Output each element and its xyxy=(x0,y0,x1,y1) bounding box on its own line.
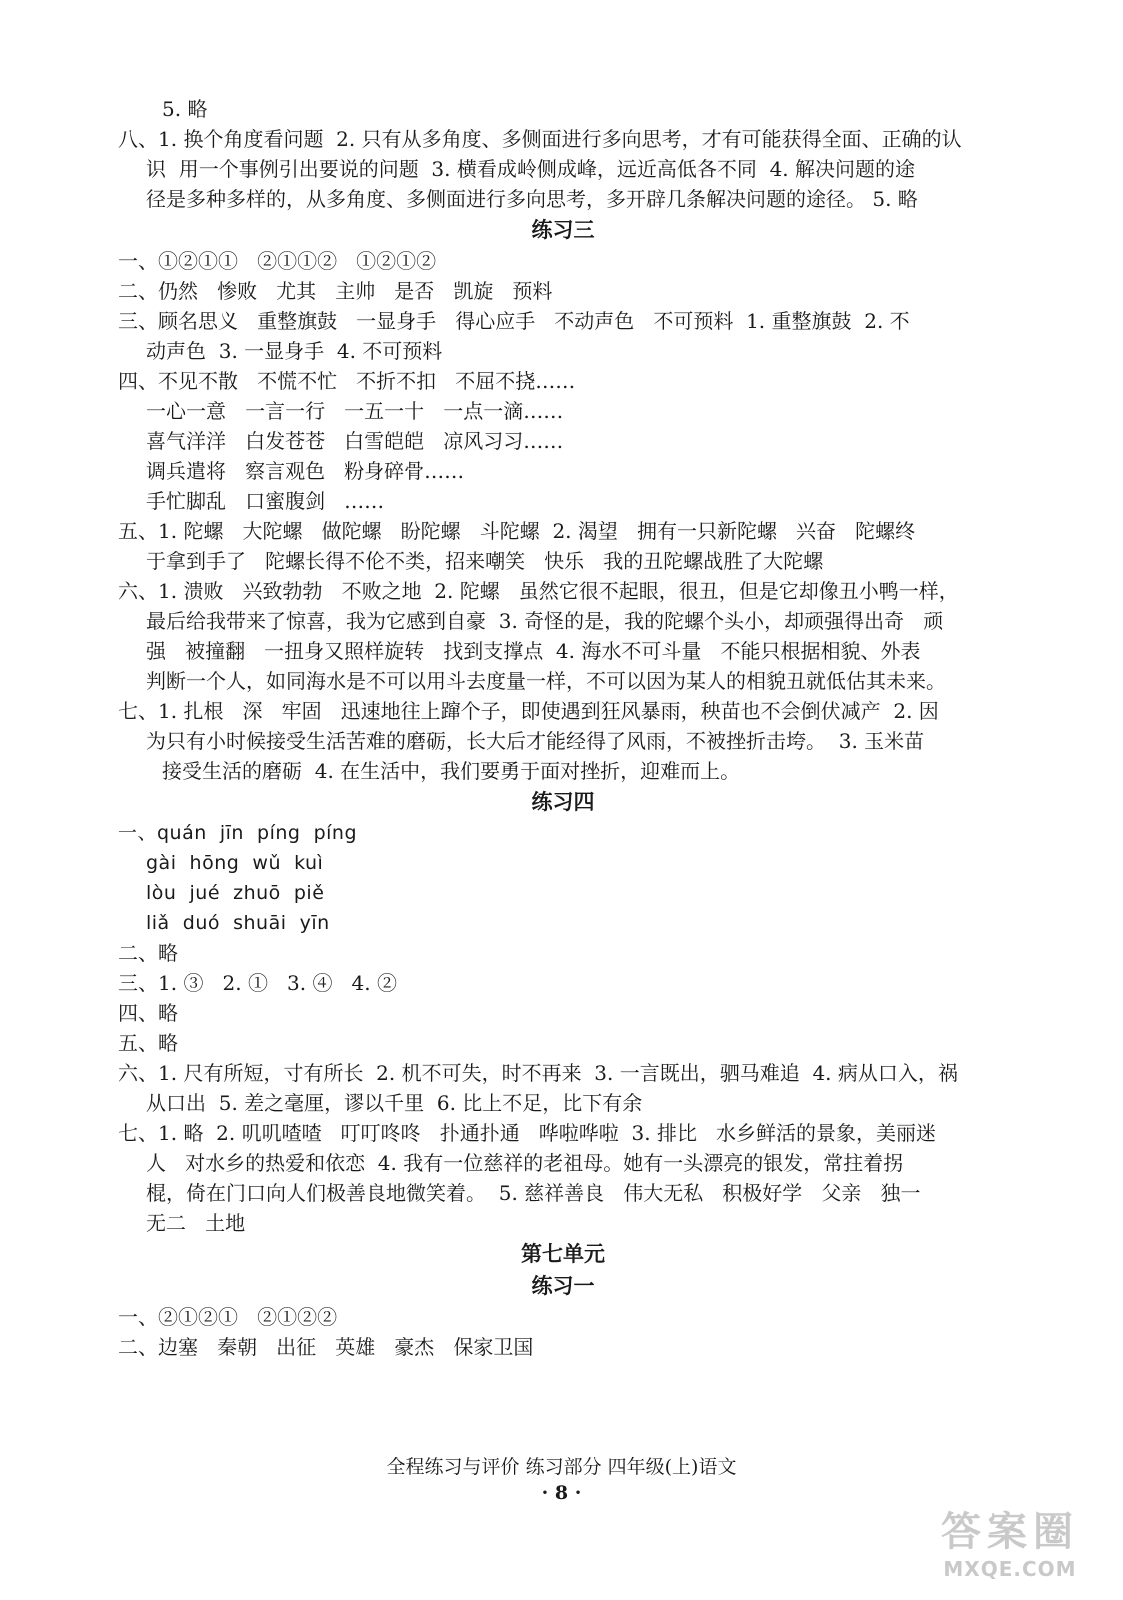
answer-line: 无二 土地 xyxy=(146,1211,246,1235)
page-number: · 8 · xyxy=(541,1482,582,1504)
answer-line: 强 被撞翻 一扭身又照样旋转 找到支撑点 4. 海水不可斗量 不能只根据相貌、外表 xyxy=(146,639,921,663)
answer-line: 5. 略 xyxy=(162,97,208,121)
answer-line: 动声色 3. 一显身手 4. 不可预料 xyxy=(146,339,443,363)
answer-line: 一、quán jīn píng píng xyxy=(118,822,358,844)
answer-line: 手忙脚乱 口蜜腹剑 …… xyxy=(146,489,385,513)
answer-content xyxy=(118,94,1008,1362)
section-heading: 练习四 xyxy=(531,789,595,814)
answer-line: 一心一意 一言一行 一五一十 一点一滴…… xyxy=(146,399,564,423)
answer-line: liǎ duó shuāi yīn xyxy=(146,912,330,934)
watermark-top-text: 答案圈 xyxy=(941,1509,1079,1555)
answer-line: 一、②①②① ②①②② xyxy=(118,1305,338,1329)
answer-line: 五、1. 陀螺 大陀螺 做陀螺 盼陀螺 斗陀螺 2. 渴望 拥有一只新陀螺 兴奋 陀螺终 xyxy=(118,519,916,543)
answer-line: 最后给我带来了惊喜，我为它感到自豪 3. 奇怪的是，我的陀螺个头小，却顽强得出奇 顽 xyxy=(146,609,944,633)
answer-line: 六、1. 尺有所短，寸有所长 2. 机不可失，时不再来 3. 一言既出，驷马难追 4. 病从口入，祸 xyxy=(118,1061,958,1085)
answer-line: lòu jué zhuō piě xyxy=(146,882,325,904)
answer-line: 棍，倚在门口向人们极善良地微笑着。 5. 慈祥善良 伟大无私 积极好学 父亲 独一 xyxy=(146,1181,921,1205)
answer-line: 二、仍然 惨败 尤其 主帅 是否 凯旋 预料 xyxy=(118,279,553,303)
section-heading: 练习一 xyxy=(531,1273,595,1298)
answer-line: 从口出 5. 差之毫厘，谬以千里 6. 比上不足，比下有余 xyxy=(146,1091,643,1115)
answer-line: 八、1. 换个角度看问题 2. 只有从多角度、多侧面进行多向思考，才有可能获得全面、正确的认 xyxy=(118,127,962,151)
answer-line: 六、1. 溃败 兴致勃勃 不败之地 2. 陀螺 虽然它很不起眼，很丑，但是它却像丑小鸭一样， xyxy=(118,579,959,603)
answer-line: 喜气洋洋 白发苍苍 白雪皑皑 凉风习习…… xyxy=(146,429,564,453)
section-heading: 第七单元 xyxy=(521,1241,605,1266)
answer-line: 三、顾名思义 重整旗鼓 一显身手 得心应手 不动声色 不可预料 1. 重整旗鼓 2. 不 xyxy=(118,309,910,333)
answer-line: 七、1. 略 2. 叽叽喳喳 叮叮咚咚 扑通扑通 哗啦哗啦 3. 排比 水乡鲜活的景象，美丽迷 xyxy=(118,1121,937,1145)
answer-line: 四、不见不散 不慌不忙 不折不扣 不屈不挠…… xyxy=(118,369,576,393)
answer-line: 识 用一个事例引出要说的问题 3. 横看成岭侧成峰，远近高低各不同 4. 解决问题的途 xyxy=(146,157,916,181)
answer-line: 七、1. 扎根 深 牢固 迅速地往上蹿个子，即使遇到狂风暴雨，秧苗也不会倒伏减产 2. 因 xyxy=(118,699,939,723)
answer-line: 为只有小时候接受生活苦难的磨砺，长大后才能经得了风雨，不被挫折击垮。 3. 玉米苗 xyxy=(146,729,925,753)
answer-line: 二、略 xyxy=(118,941,178,965)
answer-line: 人 对水乡的热爱和依恋 4. 我有一位慈祥的老祖母。她有一头漂亮的银发，常拄着拐 xyxy=(146,1151,904,1175)
answer-line: 二、边塞 秦朝 出征 英雄 豪杰 保家卫国 xyxy=(118,1335,534,1359)
watermark-bottom-text: MXQE.COM xyxy=(943,1557,1077,1581)
answer-line: 三、1. ③ 2. ① 3. ④ 4. ② xyxy=(118,971,397,995)
section-heading: 练习三 xyxy=(531,217,595,242)
watermark-logo xyxy=(910,1508,1110,1592)
answer-line: 判断一个人，如同海水是不可以用斗去度量一样，不可以因为某人的相貌丑就低估其未来。 xyxy=(146,669,946,693)
answer-line: gài hōng wǔ kuì xyxy=(146,852,324,874)
answer-line: 接受生活的磨砺 4. 在生活中，我们要勇于面对挫折，迎难而上。 xyxy=(162,759,741,783)
answer-line: 于拿到手了 陀螺长得不伦不类，招来嘲笑 快乐 我的丑陀螺战胜了大陀螺 xyxy=(146,549,824,573)
answer-line: 四、略 xyxy=(118,1001,178,1025)
answer-line: 径是多种多样的，从多角度、多侧面进行多向思考，多开辟几条解决问题的途径。 5. 略 xyxy=(146,187,918,211)
answer-line: 五、略 xyxy=(118,1031,178,1055)
answer-line: 一、①②①① ②①①② ①②①② xyxy=(118,249,437,273)
answer-line: 调兵遣将 察言观色 粉身碎骨…… xyxy=(146,459,465,483)
footer-book-title: 全程练习与评价 练习部分 四年级(上)语文 xyxy=(386,1456,737,1478)
